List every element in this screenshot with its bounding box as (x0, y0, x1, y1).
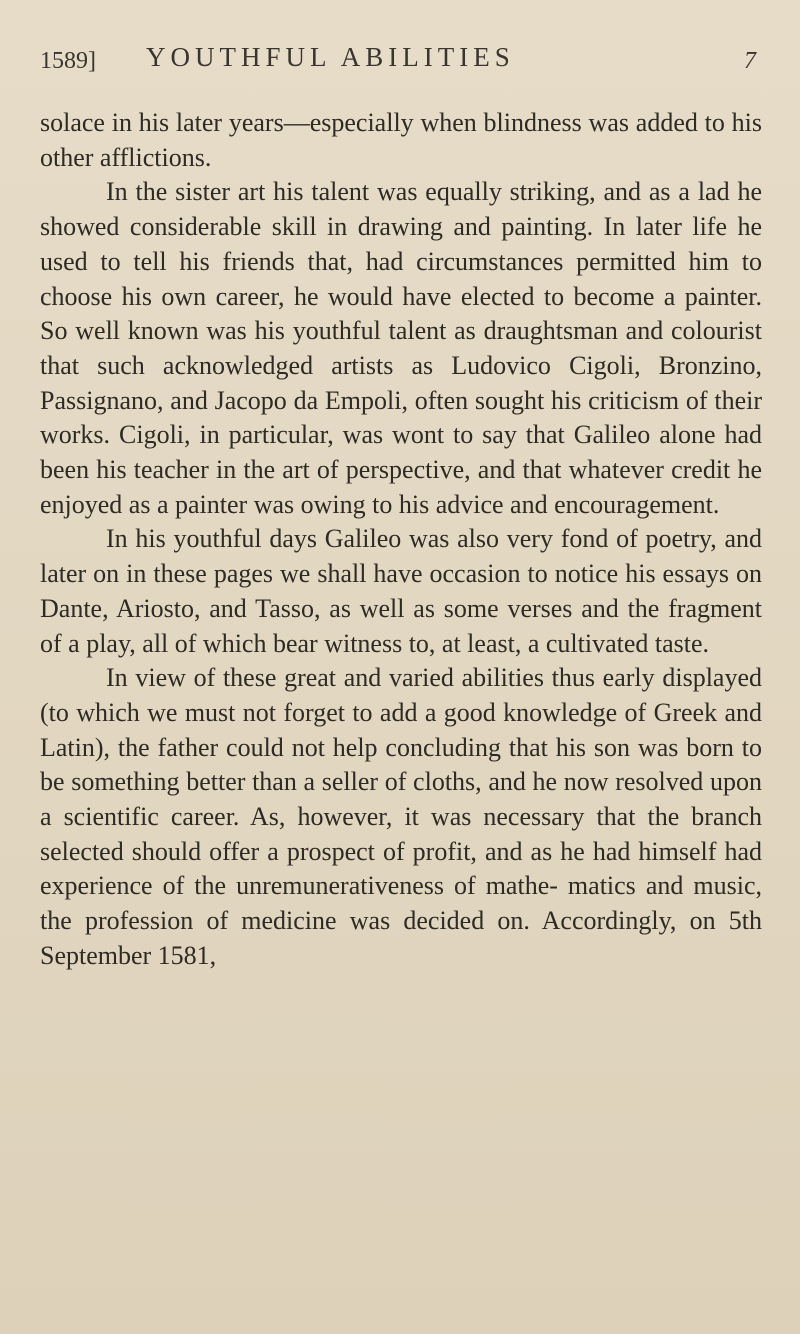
paragraph-continued: solace in his later years—especially when blindness was added to his other afflictions. (40, 108, 762, 172)
paragraph-poetry: In his youthful days Galileo was also very fond of poetry, and later on in these pages we shall have occasion to notice his essays on Dante, Ariosto, and Tasso, as well as some verses and the fragment of a play, all of which bear witness to, at least, a cultivated taste. (40, 524, 762, 658)
running-head-year: 1589] (40, 48, 96, 74)
page-number: 7 (744, 48, 756, 74)
running-head (40, 42, 760, 82)
body-text (40, 106, 762, 974)
running-head-title: YOUTHFUL ABILITIES (146, 42, 515, 72)
paragraph-career: In view of these great and varied abilities thus early displayed (to which we must not forget to add a good knowledge of Greek and Latin), the father could not help concluding that his son was born to be something better than a seller of cloths, and he now resolved upon a scientific career. As, however, it was necessary that the branch selected should offer a prospect of profit, and as he had himself had experience of the unremunerativeness of mathe- matics and music, the profession of medicine was decided on. Accordingly, on 5th September 1581, (40, 663, 762, 970)
paragraph-painting: In the sister art his talent was equally striking, and as a lad he showed considerable skill in drawing and painting. In later life he used to tell his friends that, had circumstances permitted him to choose his own career, he would have elected to become a painter. So well known was his youthful talent as draughtsman and colourist that such acknowledged artists as Ludovico Cigoli, Bronzino, Passignano, and Jacopo da Empoli, often sought his criticism of their works. Cigoli, in particular, was wont to say that Galileo alone had been his teacher in the art of perspective, and that whatever credit he enjoyed as a painter was owing to his advice and encouragement. (40, 177, 762, 519)
